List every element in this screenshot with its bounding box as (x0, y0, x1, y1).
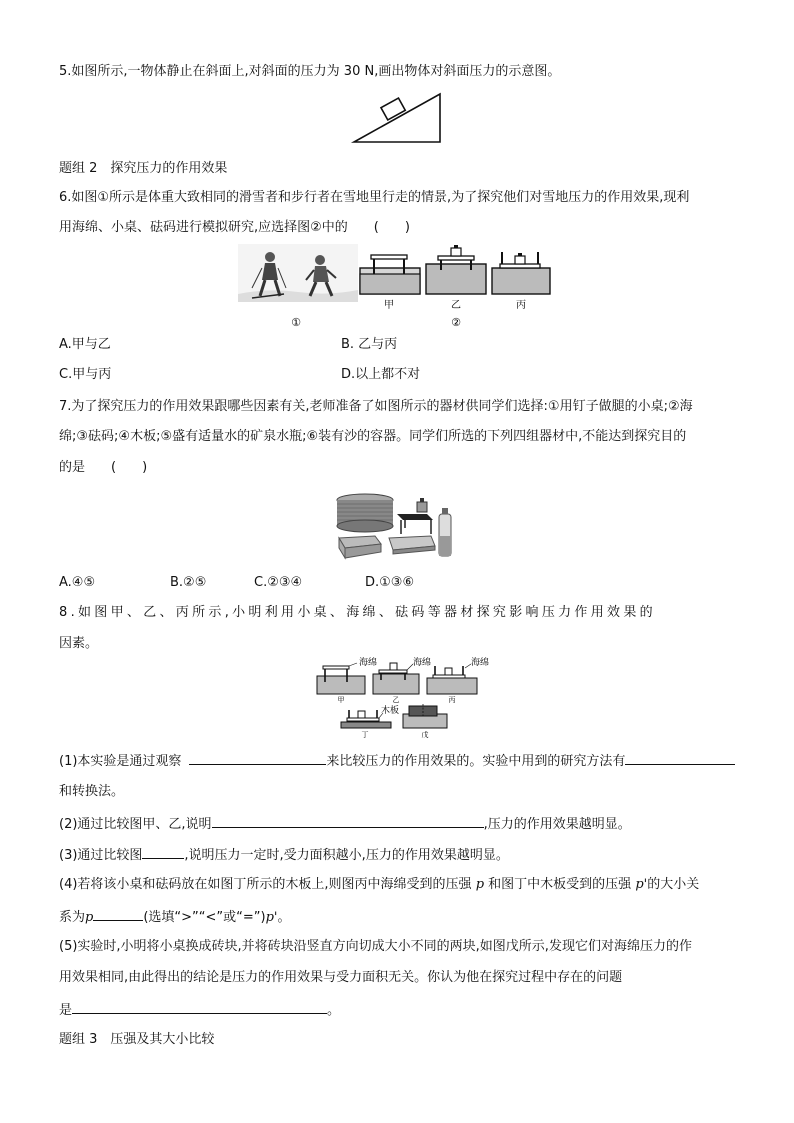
q8-setup-bing (427, 656, 489, 704)
q8-label-ding: 丁 (361, 731, 369, 739)
q8-p5-text-c: 是 (59, 1003, 73, 1018)
q8-p5-text-d: 。 (327, 1003, 341, 1018)
q7-option-b[interactable]: B.②⑤ (170, 575, 207, 590)
group2-title: 题组 2 探究压力的作用效果 (59, 161, 228, 176)
q6-line2: 用海绵、小桌、砝码进行模拟研究,应选择图②中的 ( ) (59, 220, 410, 235)
q8-line1: 8.如图甲、乙、丙所示,小明利用小桌、海绵、砝码等器材探究影响压力作用效果的 (59, 605, 656, 620)
q8-p1-text-a: (1)本实验是通过观察 (59, 754, 182, 769)
q8-part4-line2 (59, 907, 291, 927)
q8-p4-text-d: 系为 (59, 910, 86, 925)
q5-incline-figure (352, 92, 444, 144)
q8-p1-text-c: 和转换法。 (59, 784, 125, 799)
q8-p2-text-b: ,压力的作用效果越明显。 (483, 817, 631, 832)
q8-p5-line1: (5)实验时,小明将小桌换成砖块,并将砖块沿竖直方向切成大小不同的两块,如图戊所示,发现它们对海绵压力的作 (59, 939, 692, 954)
q8-label-bing: 丙 (448, 696, 456, 704)
water-bottle (439, 508, 451, 556)
setup-jia (360, 255, 420, 294)
q8-p4-text-c: 的大小关 (647, 877, 700, 892)
q6-option-b[interactable]: B. 乙与丙 (341, 337, 398, 352)
q8-p5-line2: 用效果相同,由此得出的结论是压力的作用效果与受力面积无关。你认为他在探究过程中存在的问题 (59, 970, 623, 985)
q7-option-c[interactable]: C.②③④ (254, 575, 303, 590)
label-jia: 甲 (384, 300, 394, 311)
q8-p4-symbol-pp-2: p' (265, 910, 278, 925)
q7-equipment-figure (335, 492, 457, 560)
q8-label-jia: 甲 (337, 696, 345, 704)
q8-p4-symbol-p-2: p (85, 910, 94, 925)
q8-label-muban: 木板 (381, 706, 400, 716)
q8-setup-yi (373, 656, 431, 704)
q5-text: 5.如图所示,一物体静止在斜面上,对斜面的压力为 30 N,画出物体对斜面压力的示意图。 (59, 64, 561, 79)
q6-figure (238, 244, 550, 330)
q8-p1-text-b: 来比较压力的作用效果的。实验中用到的研究方法有 (326, 754, 626, 769)
weight (417, 498, 427, 512)
q8-label-haimian-3: 海绵 (471, 658, 490, 668)
q8-setup-ding (341, 704, 399, 739)
label-bing: 丙 (516, 300, 526, 311)
q8-p4-text-f: 。 (277, 910, 291, 925)
q7-line3: 的是 ( ) (59, 460, 148, 475)
skier-walker-photo (238, 244, 358, 302)
label-yi: 乙 (451, 300, 461, 311)
q8-part4-line1 (59, 876, 699, 894)
q8-part5-line3 (59, 1000, 340, 1020)
group3-title: 题组 3 压强及其大小比较 (59, 1032, 215, 1047)
q8-p4-symbol-p: p (475, 877, 485, 892)
q8-p5-blank[interactable] (72, 1000, 327, 1014)
q8-p1-blank-1[interactable] (189, 751, 326, 765)
q8-p4-blank[interactable] (93, 907, 143, 921)
q6-option-a[interactable]: A.甲与乙 (59, 337, 111, 352)
q8-part2-line (59, 814, 631, 834)
q8-line2: 因素。 (59, 636, 99, 651)
q8-p4-text-a: (4)若将该小桌和砝码放在如图丁所示的木板上,则图丙中海绵受到的压强 (59, 877, 472, 892)
setup-yi (426, 245, 486, 294)
q8-p4-symbol-pp: p' (635, 877, 648, 892)
q8-p3-text-a: (3)通过比较图 (59, 848, 143, 863)
q8-p1-blank-2[interactable] (625, 751, 735, 765)
q8-p2-blank[interactable] (212, 814, 484, 828)
q8-part1-line (59, 751, 735, 771)
q6-option-d[interactable]: D.以上都不对 (341, 367, 421, 382)
q8-label-wu: 戊 (421, 731, 429, 739)
q7-option-a[interactable]: A.④⑤ (59, 575, 96, 590)
setup-bing (492, 252, 550, 294)
label-fig1: ① (291, 316, 301, 329)
q8-setup-wu (403, 704, 447, 739)
sponge (339, 536, 381, 558)
q8-part3-line (59, 845, 509, 865)
q8-figure (315, 658, 490, 740)
small-table (397, 514, 433, 534)
q6-option-c[interactable]: C.甲与丙 (59, 367, 112, 382)
q7-option-d[interactable]: D.①③⑥ (365, 575, 415, 590)
sand-container (337, 494, 393, 532)
q8-p4-text-e: (选填“>”“<”或“=”) (143, 910, 266, 925)
q8-label-haimian-2: 海绵 (413, 658, 432, 668)
q7-line1: 7.为了探究压力的作用效果跟哪些因素有关,老师准备了如图所示的器材供同学们选择:①用钉子做腿的小桌;②海 (59, 399, 693, 414)
q7-line2: 绵;③砝码;④木板;⑤盛有适量水的矿泉水瓶;⑥装有沙的容器。同学们所选的下列四组器材中,不能达到探究目的 (59, 429, 687, 444)
label-fig2: ② (451, 316, 461, 329)
wood-board (389, 536, 435, 554)
q8-p3-blank[interactable] (142, 845, 184, 859)
q8-p3-text-b: ,说明压力一定时,受力面积越小,压力的作用效果越明显。 (184, 848, 509, 863)
q8-p4-text-b: 和图丁中木板受到的压强 (488, 877, 632, 892)
q8-p2-text-a: (2)通过比较图甲、乙,说明 (59, 817, 212, 832)
q8-setup-jia (317, 656, 377, 704)
q8-label-yi: 乙 (392, 696, 400, 704)
q8-label-haimian-1: 海绵 (359, 658, 378, 668)
q6-line1: 6.如图①所示是体重大致相同的滑雪者和步行者在雪地里行走的情景,为了探究他们对雪地压力的作用效果,现利 (59, 190, 690, 205)
